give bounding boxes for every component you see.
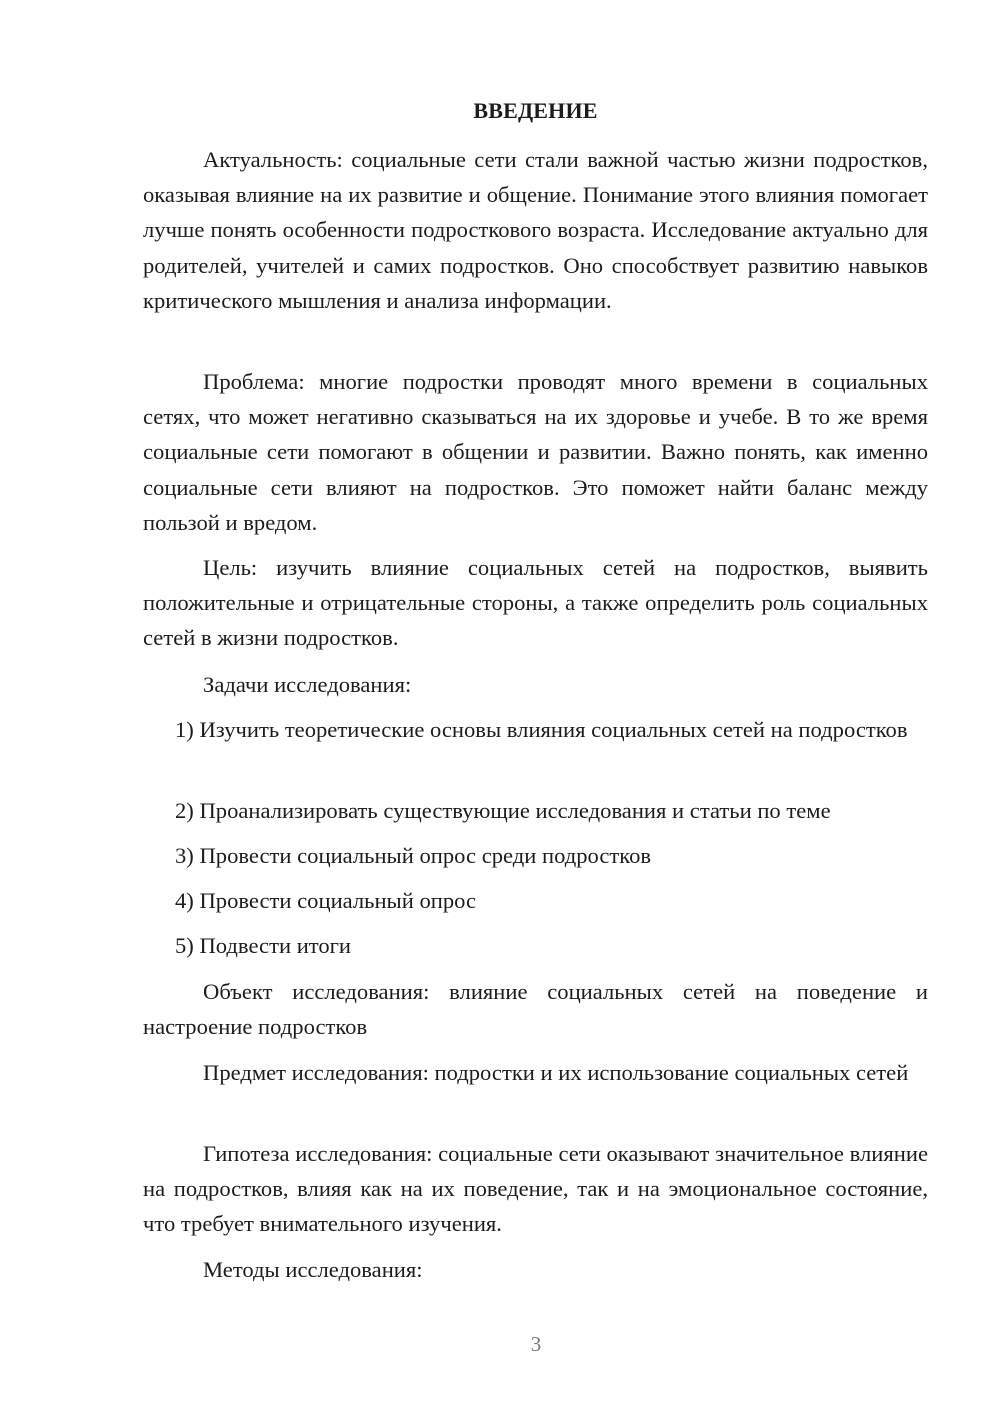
task-item-3: 3) Провести социальный опрос среди подростков [175,843,652,868]
section-title: ВВЕДЕНИЕ [473,98,598,123]
paragraph-object: Объект исследования: влияние социальных сетей на поведение и настроение подростков [143,979,928,1040]
task-item-2: 2) Проанализировать существующие исследования и статьи по теме [175,798,831,823]
task-item-4: 4) Провести социальный опрос [175,888,477,913]
paragraph-subject: Предмет исследования: подростки и их использование социальных сетей [203,1060,909,1085]
page-number: 3 [530,1332,542,1356]
tasks-heading: Задачи исследования: [203,672,412,697]
paragraph-hypothesis: Гипотеза исследования: социальные сети оказывают значительное влияние на подростков, влияя как на их поведение, так и на эмоциональное состояние, что требует внимательного изучения. [143,1141,928,1237]
task-item-1: 1) Изучить теоретические основы влияния социальных сетей на подростков [175,717,908,742]
methods-heading: Методы исследования: [203,1257,423,1282]
paragraph-goal: Цель: изучить влияние социальных сетей на подростков, выявить положительные и отрицательные стороны, а также определить роль социальных сетей в жизни подростков. [143,555,928,651]
paragraph-relevance: Актуальность: социальные сети стали важной частью жизни подростков, оказывая влияние на их развитие и общение. Понимание этого влияния помогает лучше понять особенности подросткового возраста. Исследование актуально для родителей, учителей и самих подростков. Оно способствует развитию навыков критического мышления и анализа информации. [143,147,928,313]
paragraph-problem: Проблема: многие подростки проводят много времени в социальных сетях, что может негативно сказываться на их здоровье и учебе. В то же время социальные сети помогают в общении и развитии. Важно понять, как именно социальные сети влияют на подростков. Это поможет найти баланс между пользой и вредом. [143,369,928,535]
task-item-5: 5) Подвести итоги [175,933,352,958]
